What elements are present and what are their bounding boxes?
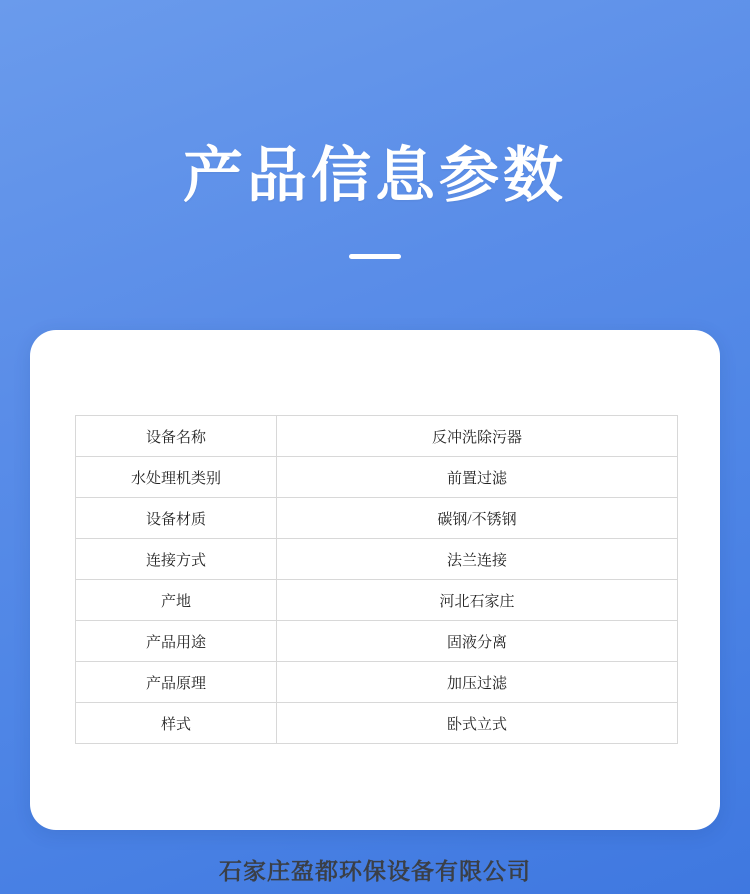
- company-name: 石家庄盈都环保设备有限公司: [219, 859, 531, 885]
- page-title: 产品信息参数: [183, 142, 567, 210]
- spec-value: 法兰连接: [277, 539, 678, 580]
- spec-label: 水处理机类别: [76, 457, 277, 498]
- spec-value: 前置过滤: [277, 457, 678, 498]
- spec-table-body: [76, 416, 678, 744]
- spec-value: 反冲洗除污器: [277, 416, 678, 457]
- table-row: [76, 703, 678, 744]
- table-row: [76, 539, 678, 580]
- table-row: [76, 580, 678, 621]
- spec-table: [75, 415, 678, 744]
- spec-label: 设备名称: [76, 416, 277, 457]
- spec-value: 卧式立式: [277, 703, 678, 744]
- title-divider-wrap: [0, 254, 750, 259]
- table-row: [76, 662, 678, 703]
- spec-value: 碳钢/不锈钢: [277, 498, 678, 539]
- table-row: [76, 457, 678, 498]
- table-row: [76, 416, 678, 457]
- table-row: [76, 498, 678, 539]
- spec-label: 产品原理: [76, 662, 277, 703]
- product-spec-page: [0, 40, 750, 894]
- spec-card: [30, 330, 720, 830]
- spec-value: 固液分离: [277, 621, 678, 662]
- table-row: [76, 621, 678, 662]
- spec-label: 产品用途: [76, 621, 277, 662]
- title-divider: [349, 254, 401, 259]
- spec-label: 样式: [76, 703, 277, 744]
- spec-value: 河北石家庄: [277, 580, 678, 621]
- spec-value: 加压过滤: [277, 662, 678, 703]
- spec-label: 连接方式: [76, 539, 277, 580]
- spec-label: 产地: [76, 580, 277, 621]
- spec-label: 设备材质: [76, 498, 277, 539]
